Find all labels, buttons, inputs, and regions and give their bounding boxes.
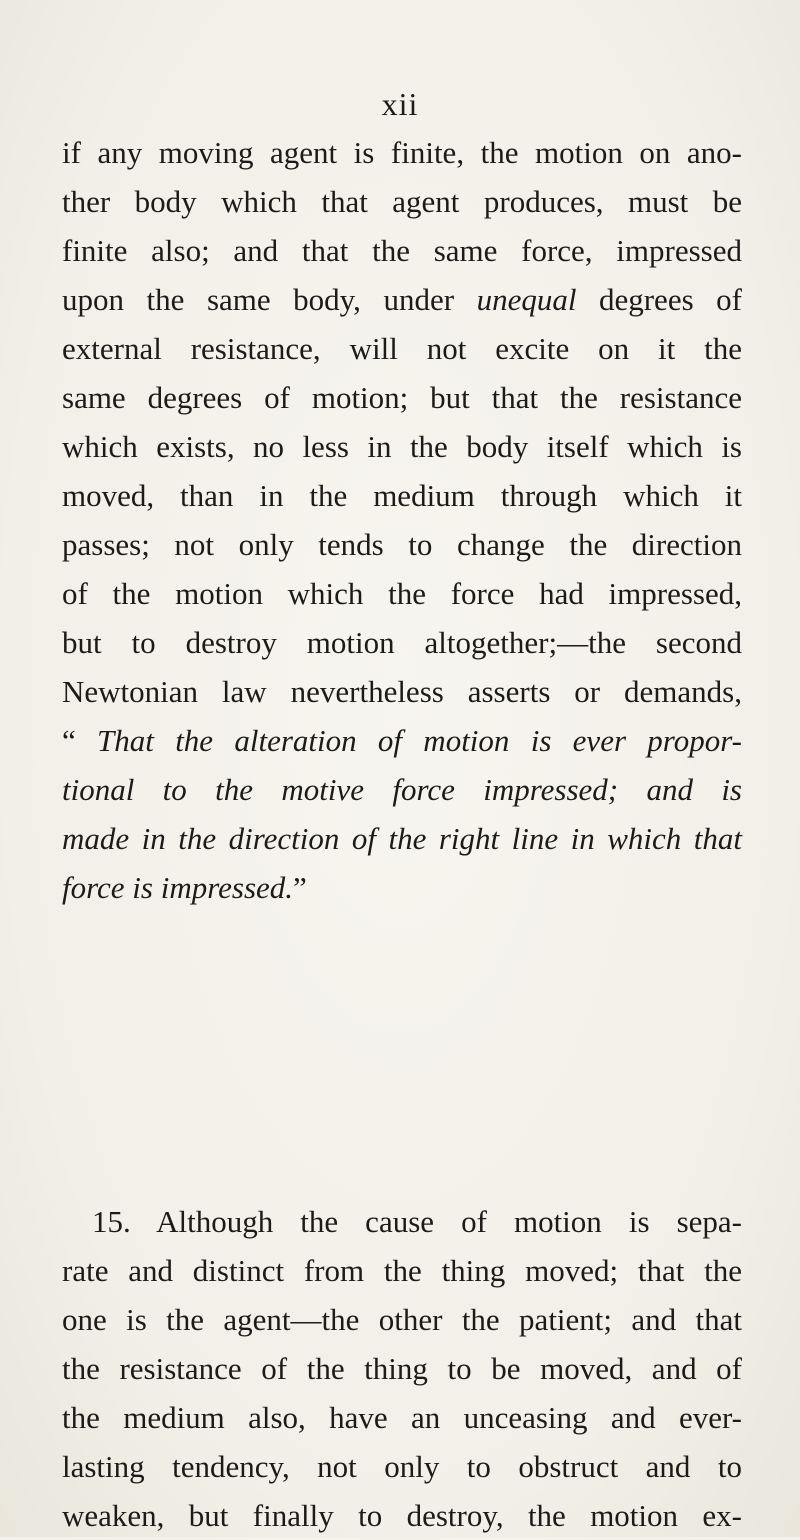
- text-segment: same degrees of motion; but that the resistance: [62, 380, 742, 415]
- text-segment: which exists, no less in the body itself which is: [62, 429, 742, 464]
- text-line: [62, 275, 742, 324]
- italic-text: That the alteration of motion is ever propor-: [97, 723, 742, 758]
- text-line: [62, 177, 742, 226]
- text-line: [62, 667, 742, 716]
- text-line: [62, 863, 742, 912]
- text-line: [62, 1197, 742, 1246]
- text-segment: rate and distinct from the thing moved; that the: [62, 1253, 742, 1288]
- text-segment: Newtonian law nevertheless asserts or demands,: [62, 674, 742, 709]
- text-segment: external resistance, will not excite on it the: [62, 331, 742, 366]
- italic-text: force is impressed.: [62, 870, 294, 905]
- text-segment: the medium also, have an unceasing and ever-: [62, 1400, 742, 1435]
- text-line: [62, 373, 742, 422]
- text-line: [62, 765, 742, 814]
- text-segment: upon the same body, under: [62, 282, 477, 317]
- italic-text: made in the direction of the right line in which that: [62, 821, 742, 856]
- text-line: [62, 324, 742, 373]
- text-line: [62, 422, 742, 471]
- text-line: [62, 1442, 742, 1491]
- text-segment: moved, than in the medium through which it: [62, 478, 742, 513]
- text-line: [62, 471, 742, 520]
- text-line: [62, 814, 742, 863]
- text-segment: finite also; and that the same force, impressed: [62, 233, 742, 268]
- text-line: [62, 569, 742, 618]
- text-segment: lasting tendency, not only to obstruct and to: [62, 1449, 742, 1484]
- text-segment: if any moving agent is finite, the motion on ano-: [62, 135, 742, 170]
- text-line: [62, 1491, 742, 1540]
- text-line: [62, 1295, 742, 1344]
- text-line: [62, 618, 742, 667]
- text-segment: degrees of: [576, 282, 742, 317]
- text-segment: 15. Although the cause of motion is sepa-: [92, 1204, 742, 1239]
- text-line: [62, 1344, 742, 1393]
- paragraph-15: [62, 1197, 742, 1540]
- quoted-law-paragraph: [62, 716, 742, 912]
- text-line: [62, 226, 742, 275]
- text-segment: one is the agent—the other the patient; and that: [62, 1302, 742, 1337]
- text-segment: “: [62, 723, 98, 758]
- text-line: [62, 520, 742, 569]
- paragraph-continuation: [62, 128, 742, 716]
- italic-text: unequal: [476, 282, 577, 317]
- text-line: [62, 1393, 742, 1442]
- text-segment: but to destroy motion altogether;—the second: [62, 625, 742, 660]
- text-segment: of the motion which the force had impressed,: [62, 576, 742, 611]
- text-segment: weaken, but finally to destroy, the motion ex-: [62, 1498, 742, 1533]
- page-number: xii: [381, 86, 419, 122]
- text-line: [62, 716, 742, 765]
- text-line: [62, 128, 742, 177]
- text-segment: passes; not only tends to change the direction: [62, 527, 742, 562]
- text-segment: ther body which that agent produces, must be: [62, 184, 742, 219]
- text-segment: the resistance of the thing to be moved, and of: [62, 1351, 742, 1386]
- text-line: [62, 1246, 742, 1295]
- text-segment: ”: [293, 870, 307, 905]
- italic-text: tional to the motive force impressed; and is: [62, 772, 742, 807]
